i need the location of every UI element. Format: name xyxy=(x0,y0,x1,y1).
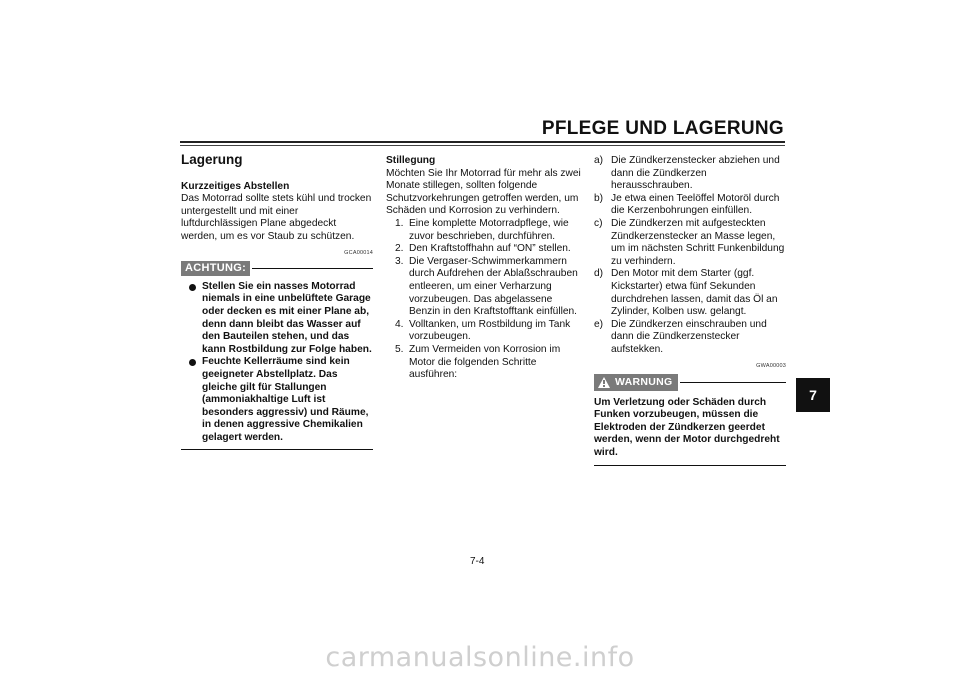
decommission-paragraph: Möchten Sie Ihr Motorrad für mehr als zwei Monate stillegen, sollten folgende Schutzvorkehrungen getroffen werden, um Schäden und Korrosion zu verhindern. xyxy=(386,167,581,217)
step-text: Je etwa einen Teelöffel Motoröl durch die Kerzenbohrungen einfüllen. xyxy=(611,192,780,217)
caution-end-rule xyxy=(181,449,373,450)
list-item xyxy=(386,243,582,256)
caution-rule xyxy=(252,268,373,269)
bullet-icon xyxy=(189,359,196,366)
reference-code: GCA00014 xyxy=(344,249,373,256)
warning-rule xyxy=(680,382,786,383)
step-text: Den Kraftstoffhahn auf “ON” stellen. xyxy=(409,243,571,255)
step-number: 4. xyxy=(395,318,404,330)
caution-label: ACHTUNG: xyxy=(181,261,250,276)
list-item xyxy=(572,193,786,218)
step-text: Die Zündkerzenstecker abziehen und dann die Zündkerzen herausschrauben. xyxy=(611,155,780,192)
caution-item-text: Feuchte Kellerräume sind kein geeigneter Abstellplatz. Das gleiche gilt für Stallungen (ammoniakhaltige Luft ist besonders aggressiv) und Räume, in denen aggressive Chemikalien gelagert werden. xyxy=(202,356,369,443)
step-text: Eine komplette Motorradpflege, wie zuvor beschrieben, durchführen. xyxy=(409,217,569,242)
list-item xyxy=(386,319,582,344)
step-text: Die Zündkerzen einschrauben und dann die Zündkerzenstecker aufstekken. xyxy=(611,318,767,355)
list-item xyxy=(386,218,582,243)
step-text: Volltanken, um Rostbildung im Tank vorzubeugen. xyxy=(409,318,571,343)
column-engine-steps xyxy=(594,155,786,466)
page-number: 7-4 xyxy=(470,556,485,567)
chapter-tab: 7 xyxy=(796,378,830,412)
caution-header xyxy=(181,261,373,276)
warning-label xyxy=(594,374,678,391)
warning-label-text: WARNUNG xyxy=(615,376,673,389)
reference-code: GWA00003 xyxy=(756,362,786,369)
header-rule-thin xyxy=(180,145,785,146)
step-letter: e) xyxy=(594,318,604,330)
step-text: Die Vergaser-Schwimmerkammern durch Aufdrehen der Ablaßschrauben entleeren, um einer Verharzung vorzubeugen. Das abgelassene Benzin in den Kraftstofftank einfüllen. xyxy=(409,255,578,318)
decommission-steps xyxy=(386,218,582,382)
column-storage xyxy=(181,152,373,450)
list-item xyxy=(572,155,786,193)
bullet-icon xyxy=(189,284,196,291)
warning-end-rule xyxy=(594,465,786,466)
warning-text: Um Verletzung oder Schäden durch Funken vorzubeugen, müssen die Elektroden der Zündkerzen geerdet werden, wenn der Motor durchgedreht wird. xyxy=(594,396,780,459)
list-item xyxy=(386,344,582,382)
step-number: 2. xyxy=(395,243,404,255)
page-header-title: PFLEGE UND LAGERUNG xyxy=(541,118,784,139)
engine-steps-wrapper xyxy=(572,155,786,357)
section-title: Lagerung xyxy=(181,152,243,167)
step-text: Den Motor mit dem Starter (ggf. Kickstarter) etwa fünf Sekunden durchdrehen lassen, damit das Öl an Zylinder, Kolben usw. gelangt. xyxy=(611,268,778,318)
list-item xyxy=(572,268,786,318)
warning-triangle-icon xyxy=(598,377,610,388)
engine-steps xyxy=(572,155,786,357)
step-letter: c) xyxy=(594,217,603,229)
column-decommission xyxy=(386,155,582,382)
step-number: 5. xyxy=(395,343,404,355)
step-number: 3. xyxy=(395,255,404,267)
watermark: carmanualsonline.info xyxy=(325,642,635,673)
subsection-title-decommission: Stillegung xyxy=(386,155,436,166)
step-text: Zum Vermeiden von Korrosion im Motor die folgenden Schritte ausführen: xyxy=(409,343,561,381)
caution-item xyxy=(181,281,373,357)
list-item xyxy=(386,256,582,319)
subsection-title-short-term: Kurzzeitiges Abstellen xyxy=(181,180,290,192)
caution-list xyxy=(181,281,373,445)
step-letter: d) xyxy=(594,268,604,280)
step-letter: b) xyxy=(594,192,604,204)
step-letter: a) xyxy=(594,155,604,166)
short-term-paragraph: Das Motorrad sollte stets kühl und trocken untergestellt und mit einer luftdurchlässigen Plane abgedeckt werden, um es vor Staub zu schützen. xyxy=(181,193,372,242)
step-number: 1. xyxy=(395,217,404,229)
warning-header xyxy=(594,374,786,391)
header-rule xyxy=(180,141,785,143)
list-item xyxy=(572,218,786,268)
list-item xyxy=(572,319,786,357)
caution-item-text: Stellen Sie ein nasses Motorrad niemals in eine unbelüftete Garage oder decken es mit einer Plane ab, denn dann bleibt das Wasser auf den Bauteilen stehen, und das kann Rostbildung zur Folge haben. xyxy=(202,280,372,355)
caution-item xyxy=(181,356,373,444)
step-text: Die Zündkerzen mit aufgesteckten Zündkerzenstecker an Masse legen, um im nächsten Schritt Funkenbildung zu verhindern. xyxy=(611,217,785,267)
